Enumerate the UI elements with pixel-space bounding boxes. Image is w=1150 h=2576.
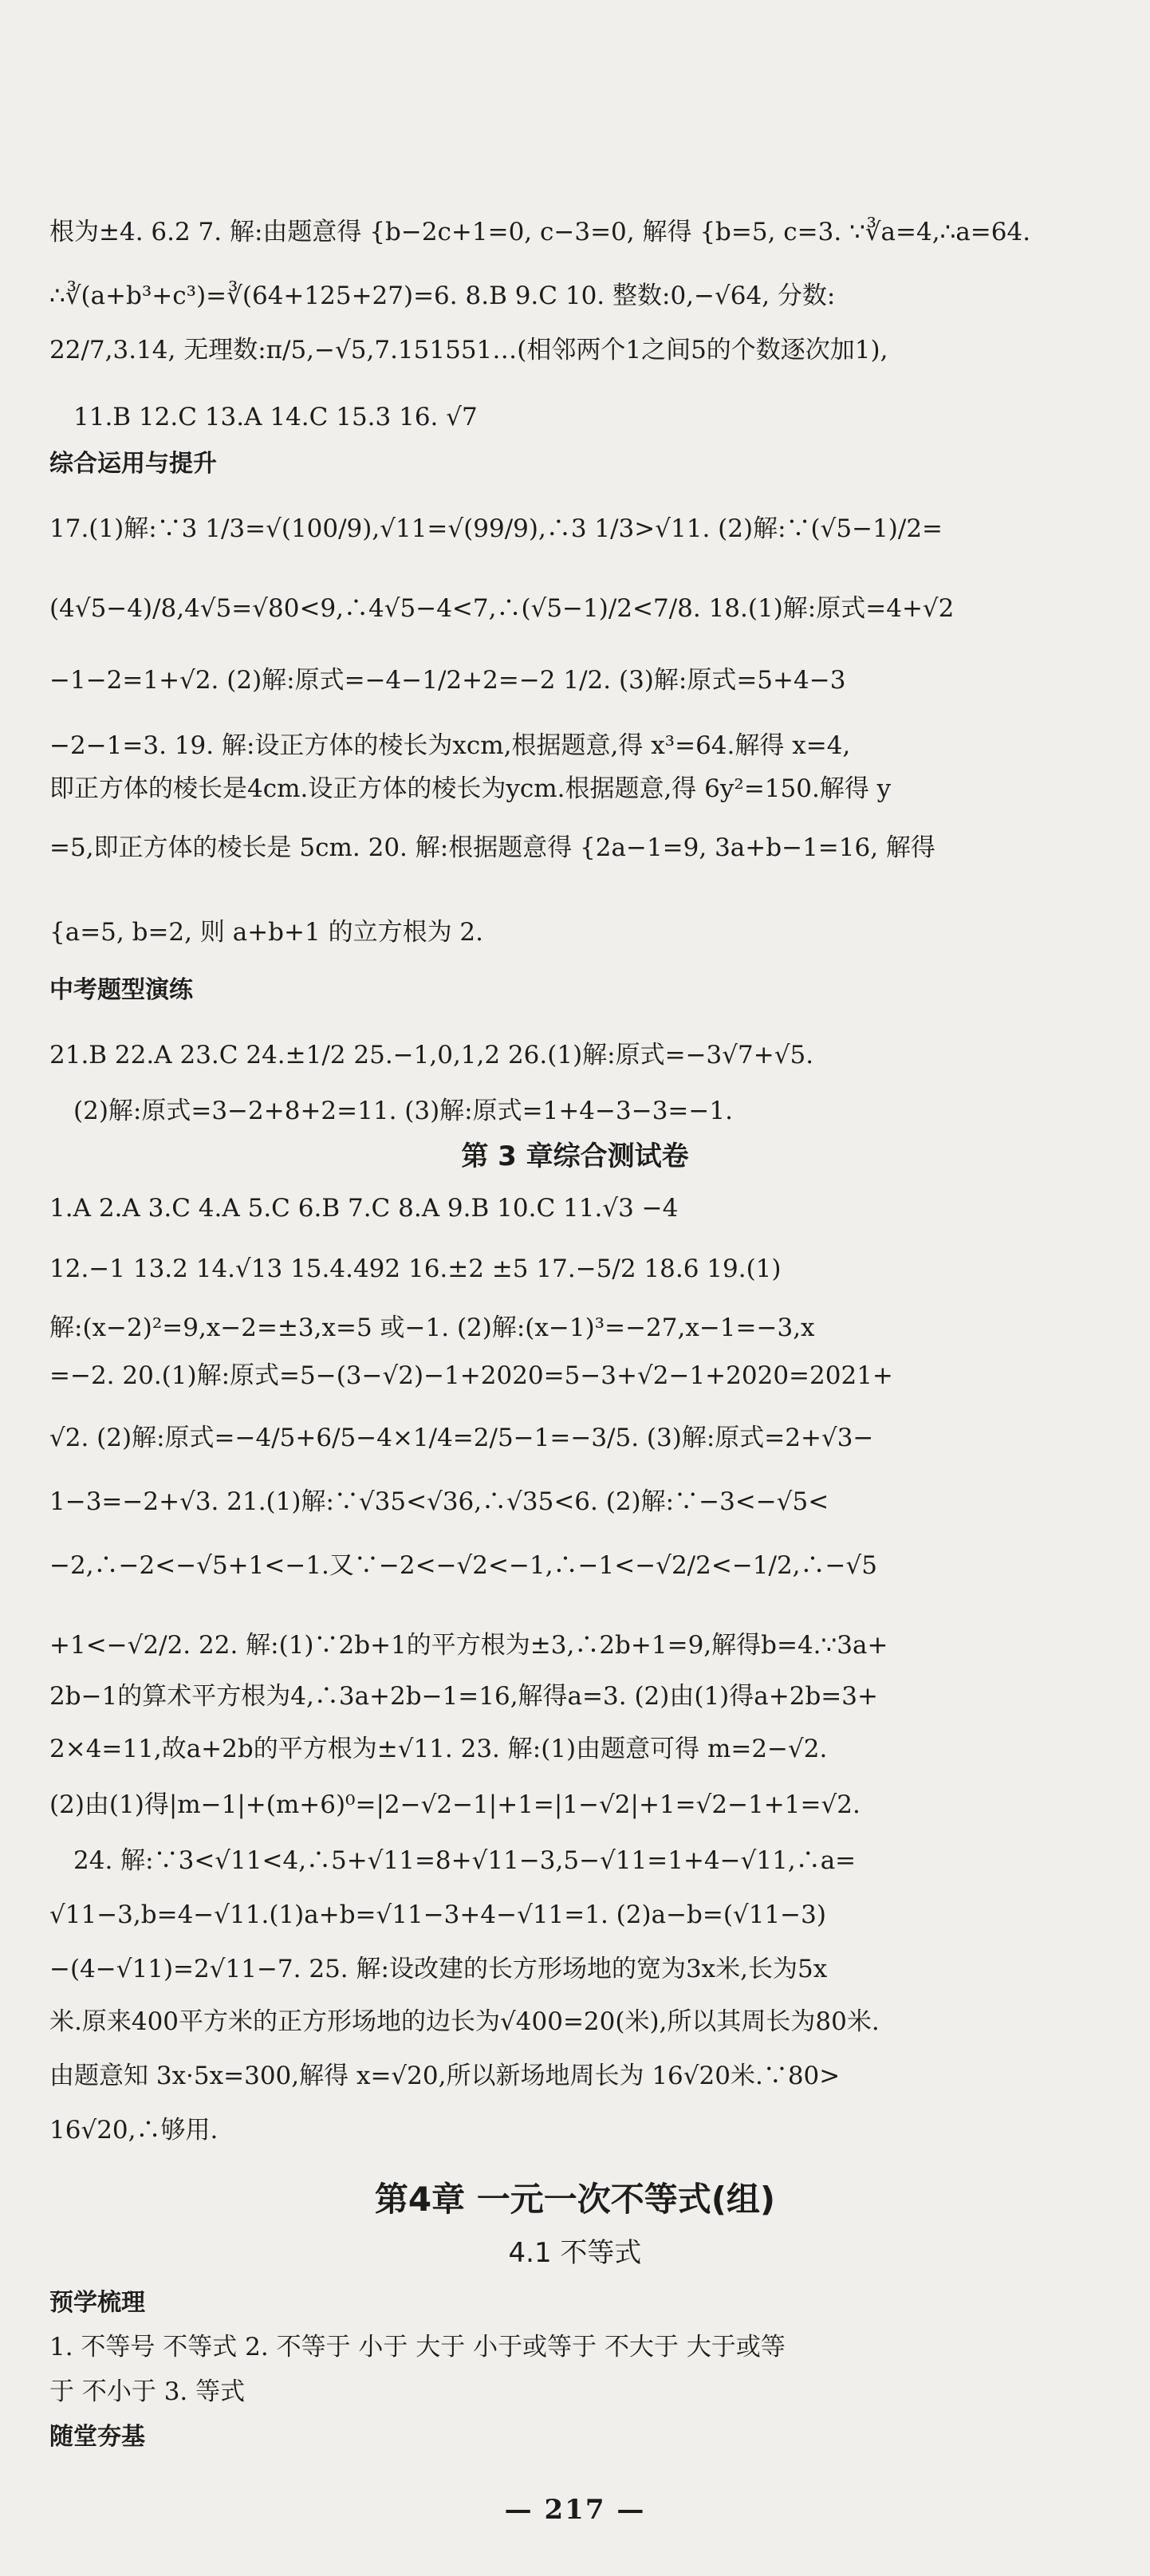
text-line: 即正方体的棱长是4cm.设正方体的棱长为ycm.根据题意,得 6y²=150.解得 y	[49, 774, 892, 803]
section-heading: 中考题型演练	[49, 976, 193, 1004]
text-line: √11−3,b=4−√11.(1)a+b=√11−3+4−√11=1. (2)a−b=(√11−3)	[49, 1900, 826, 1929]
text-line: (4√5−4)/8,4√5=√80<9,∴4√5−4<7,∴(√5−1)/2<7/8. 18.(1)解:原式=4+√2	[49, 594, 955, 623]
text-line: =5,即正方体的棱长是 5cm. 20. 解:根据题意得 {2a−1=9, 3a+b−1=16, 解得	[49, 833, 935, 862]
chapter-title: 第4章 一元一次不等式(组)	[374, 2180, 776, 2219]
text-line: 由题意知 3x·5x=300,解得 x=√20,所以新场地周长为 16√20米.∵80>	[49, 2062, 841, 2090]
section-heading: 综合运用与提升	[49, 450, 217, 478]
text-line: 2×4=11,故a+2b的平方根为±√11. 23. 解:(1)由题意可得 m=2−√2.	[49, 1735, 828, 1763]
text-line: 17.(1)解:∵3 1/3=√(100/9),√11=√(99/9),∴3 1/3>√11. (2)解:∵(√5−1)/2=	[49, 514, 943, 543]
text-line: 24. 解:∵3<√11<4,∴5+√11=8+√11−3,5−√11=1+4−√11,∴a=	[73, 1846, 857, 1875]
text-line: 解:(x−2)²=9,x−2=±3,x=5 或−1. (2)解:(x−1)³=−27,x−1=−3,x	[49, 1314, 815, 1342]
text-line: 1−3=−2+√3. 21.(1)解:∵√35<√36,∴√35<6. (2)解:∵−3<−√5<	[49, 1487, 829, 1516]
text-line: =−2. 20.(1)解:原式=5−(3−√2)−1+2020=5−3+√2−1+2020=2021+	[49, 1361, 893, 1390]
text-line: 根为±4. 6.2 7. 解:由题意得 {b−2c+1=0, c−3=0, 解得 {b=5, c=3. ∵∛a=4,∴a=64.	[49, 218, 1031, 246]
text-line: −(4−√11)=2√11−7. 25. 解:设改建的长方形场地的宽为3x米,长为5x	[49, 1955, 828, 1983]
text-line: (2)由(1)得|m−1|+(m+6)⁰=|2−√2−1|+1=|1−√2|+1=√2−1+1=√2.	[49, 1790, 861, 1819]
text-line: 16√20,∴够用.	[49, 2116, 219, 2145]
text-line: 21.B 22.A 23.C 24.±1/2 25.−1,0,1,2 26.(1)解:原式=−3√7+√5.	[49, 1041, 814, 1069]
text-line: −1−2=1+√2. (2)解:原式=−4−1/2+2=−2 1/2. (3)解:原式=5+4−3	[49, 666, 846, 695]
text-line: 米.原来400平方米的正方形场地的边长为√400=20(米),所以其周长为80米.	[49, 2007, 880, 2036]
text-line: ∴∛(a+b³+c³)=∛(64+125+27)=6. 8.B 9.C 10. 整数:0,−√64, 分数:	[49, 282, 836, 310]
section-heading: 预学梳理	[49, 2289, 145, 2317]
section-heading: 随堂夯基	[49, 2423, 145, 2451]
text-line: 22/7,3.14, 无理数:π/5,−√5,7.151551…(相邻两个1之间5的个数逐次加1),	[49, 336, 888, 364]
text-line: −2,∴−2<−√5+1<−1.又∵−2<−√2<−1,∴−1<−√2/2<−1/2,∴−√5	[49, 1551, 877, 1580]
text-line: 1. 不等号 不等式 2. 不等于 小于 大于 小于或等于 不大于 大于或等	[49, 2333, 786, 2361]
text-line: +1<−√2/2. 22. 解:(1)∵2b+1的平方根为±3,∴2b+1=9,解得b=4.∵3a+	[49, 1631, 888, 1660]
text-line: 于 不小于 3. 等式	[49, 2377, 246, 2406]
text-line: −2−1=3. 19. 解:设正方体的棱长为xcm,根据题意,得 x³=64.解得 x=4,	[49, 731, 851, 760]
page-number: — 217 —	[504, 2494, 646, 2526]
text-line: (2)解:原式=3−2+8+2=11. (3)解:原式=1+4−3−3=−1.	[73, 1097, 733, 1125]
section-title: 4.1 不等式	[508, 2237, 642, 2269]
text-line: √2. (2)解:原式=−4/5+6/5−4×1/4=2/5−1=−3/5. (3)解:原式=2+√3−	[49, 1424, 874, 1452]
text-line: 2b−1的算术平方根为4,∴3a+2b−1=16,解得a=3. (2)由(1)得a+2b=3+	[49, 1682, 878, 1711]
text-line: 1.A 2.A 3.C 4.A 5.C 6.B 7.C 8.A 9.B 10.C 11.√3 −4	[49, 1194, 679, 1223]
text-line: {a=5, b=2, 则 a+b+1 的立方根为 2.	[49, 918, 483, 947]
text-line: 12.−1 13.2 14.√13 15.4.492 16.±2 ±5 17.−5/2 18.6 19.(1)	[49, 1255, 782, 1283]
text-line: 11.B 12.C 13.A 14.C 15.3 16. √7	[73, 403, 478, 431]
chapter-test-title: 第 3 章综合测试卷	[461, 1140, 689, 1172]
